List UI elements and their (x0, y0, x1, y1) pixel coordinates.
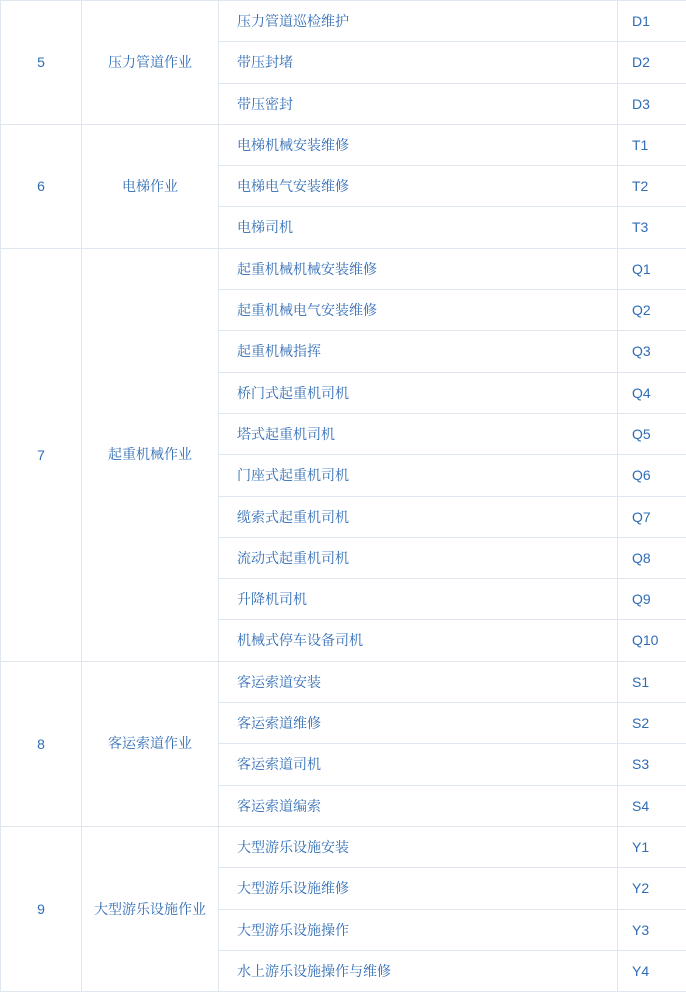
work-item-label: 起重机械电气安装维修 (237, 300, 617, 320)
work-item-cell (219, 248, 618, 289)
item-code-label: Q1 (632, 259, 686, 279)
category-group-label: 电梯作业 (90, 176, 210, 197)
work-item-cell (219, 950, 618, 991)
work-item-cell (219, 290, 618, 331)
work-item-cell (219, 868, 618, 909)
work-item-cell (219, 826, 618, 867)
work-item-cell (219, 496, 618, 537)
work-item-cell (219, 124, 618, 165)
item-code-label: D1 (632, 11, 686, 31)
work-item-label: 大型游乐设施维修 (237, 878, 617, 898)
item-code-cell (618, 42, 686, 83)
category-group-label: 起重机械作业 (90, 444, 210, 465)
item-code-cell (618, 83, 686, 124)
category-group-cell (82, 1, 219, 125)
item-code-label: Y3 (632, 920, 686, 940)
row-index-cell: 9 (1, 826, 82, 991)
work-item-cell (219, 83, 618, 124)
work-item-label: 客运索道维修 (237, 713, 617, 733)
work-item-label: 电梯机械安装维修 (237, 135, 617, 155)
row-index-cell: 7 (1, 248, 82, 661)
item-code-cell (618, 413, 686, 454)
item-code-cell (618, 950, 686, 991)
work-item-label: 流动式起重机司机 (237, 548, 617, 568)
work-item-label: 带压封堵 (237, 52, 617, 72)
work-item-cell (219, 42, 618, 83)
table-row (1, 1, 686, 42)
item-code-label: T1 (632, 135, 686, 155)
item-code-cell (618, 579, 686, 620)
item-code-label: T2 (632, 176, 686, 196)
table-row (1, 826, 686, 867)
item-code-label: Y4 (632, 961, 686, 981)
item-code-label: Q2 (632, 300, 686, 320)
item-code-label: Q4 (632, 383, 686, 403)
work-item-cell (219, 207, 618, 248)
item-code-cell (618, 868, 686, 909)
item-code-cell (618, 331, 686, 372)
item-code-cell (618, 1, 686, 42)
item-code-cell (618, 661, 686, 702)
item-code-cell (618, 909, 686, 950)
item-code-cell (618, 620, 686, 661)
item-code-label: S4 (632, 796, 686, 816)
category-group-label: 压力管道作业 (90, 52, 210, 73)
work-item-cell (219, 455, 618, 496)
item-code-cell (618, 124, 686, 165)
work-item-label: 缆索式起重机司机 (237, 507, 617, 527)
work-item-label: 机械式停车设备司机 (237, 630, 617, 650)
work-item-label: 门座式起重机司机 (237, 465, 617, 485)
item-code-label: T3 (632, 217, 686, 237)
item-code-cell (618, 166, 686, 207)
item-code-cell (618, 496, 686, 537)
item-code-label: Y1 (632, 837, 686, 857)
work-item-cell (219, 785, 618, 826)
item-code-label: Q6 (632, 465, 686, 485)
row-index-cell: 8 (1, 661, 82, 826)
work-item-label: 压力管道巡检维护 (237, 11, 617, 31)
work-item-cell (219, 537, 618, 578)
work-item-label: 起重机械机械安装维修 (237, 259, 617, 279)
work-item-label: 客运索道安装 (237, 672, 617, 692)
table-row (1, 124, 686, 165)
category-group-label: 客运索道作业 (90, 733, 210, 754)
work-item-label: 升降机司机 (237, 589, 617, 609)
item-code-cell (618, 248, 686, 289)
work-item-cell (219, 909, 618, 950)
work-item-cell (219, 1, 618, 42)
item-code-cell (618, 455, 686, 496)
work-item-label: 客运索道编索 (237, 796, 617, 816)
item-code-label: D3 (632, 94, 686, 114)
item-code-cell (618, 537, 686, 578)
item-code-label: Y2 (632, 878, 686, 898)
work-item-cell (219, 372, 618, 413)
item-code-cell (618, 826, 686, 867)
work-item-cell (219, 744, 618, 785)
item-code-label: S1 (632, 672, 686, 692)
category-group-cell (82, 124, 219, 248)
work-item-label: 水上游乐设施操作与维修 (237, 961, 617, 981)
category-group-label: 大型游乐设施作业 (90, 899, 210, 920)
work-item-label: 大型游乐设施安装 (237, 837, 617, 857)
row-index-cell: 6 (1, 124, 82, 248)
category-group-cell (82, 248, 219, 661)
work-item-cell (219, 661, 618, 702)
category-group-cell (82, 826, 219, 991)
item-code-cell (618, 290, 686, 331)
item-code-label: Q3 (632, 341, 686, 361)
work-item-cell (219, 413, 618, 454)
work-item-label: 带压密封 (237, 94, 617, 114)
item-code-label: Q7 (632, 507, 686, 527)
item-code-label: Q5 (632, 424, 686, 444)
item-code-cell (618, 785, 686, 826)
table-row (1, 661, 686, 702)
item-code-cell (618, 372, 686, 413)
row-index-cell: 5 (1, 1, 82, 125)
item-code-label: Q9 (632, 589, 686, 609)
work-item-label: 电梯司机 (237, 217, 617, 237)
category-group-cell (82, 661, 219, 826)
item-code-cell (618, 703, 686, 744)
work-item-label: 大型游乐设施操作 (237, 920, 617, 940)
work-item-cell (219, 703, 618, 744)
work-item-cell (219, 579, 618, 620)
item-code-label: S3 (632, 754, 686, 774)
work-item-label: 电梯电气安装维修 (237, 176, 617, 196)
item-code-cell (618, 744, 686, 785)
item-code-cell (618, 207, 686, 248)
work-item-label: 桥门式起重机司机 (237, 383, 617, 403)
table-body (1, 1, 686, 992)
work-item-cell (219, 620, 618, 661)
work-item-label: 起重机械指挥 (237, 341, 617, 361)
work-item-cell (219, 331, 618, 372)
item-code-label: S2 (632, 713, 686, 733)
item-code-label: Q10 (632, 630, 686, 650)
item-code-label: Q8 (632, 548, 686, 568)
work-item-cell (219, 166, 618, 207)
item-code-label: D2 (632, 52, 686, 72)
work-item-label: 塔式起重机司机 (237, 424, 617, 444)
table-row (1, 248, 686, 289)
work-item-label: 客运索道司机 (237, 754, 617, 774)
